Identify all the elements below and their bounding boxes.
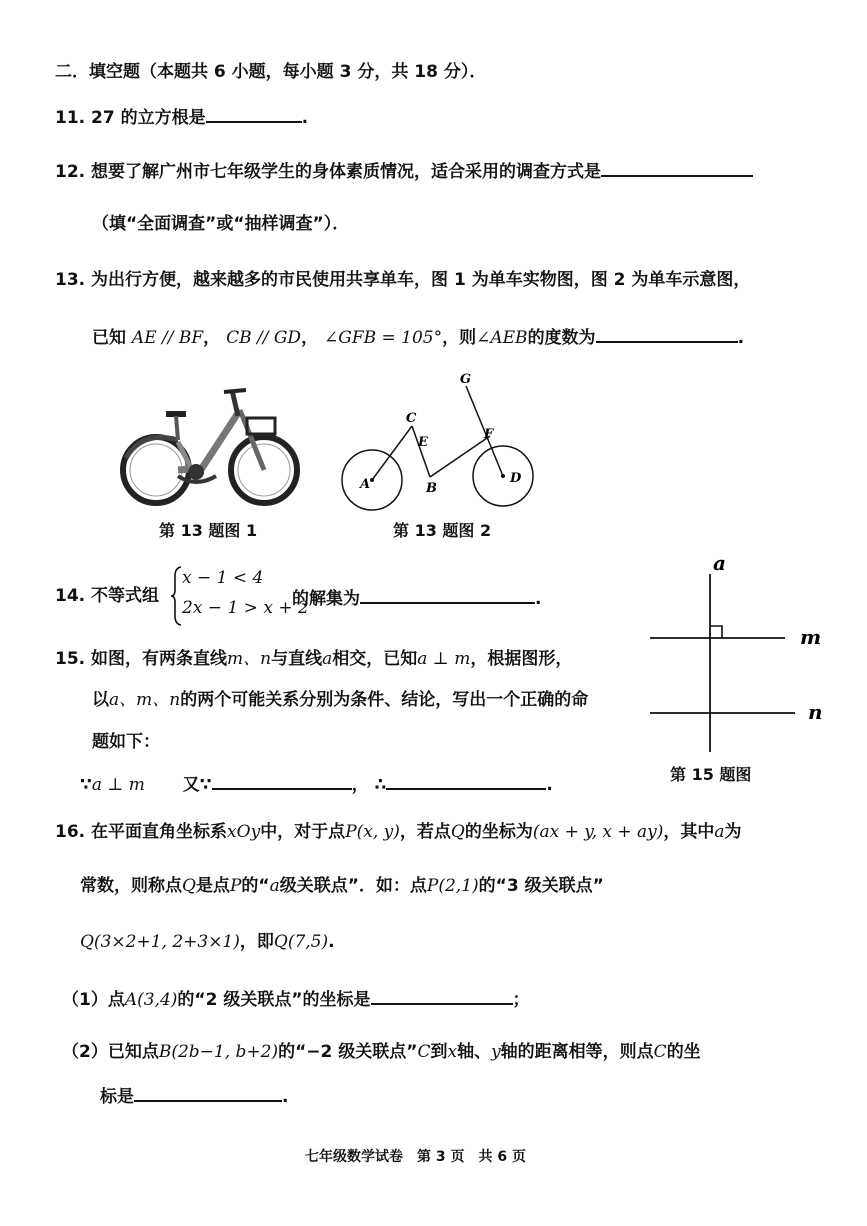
answer-blank-15-condition[interactable] xyxy=(212,770,352,790)
answer-blank-12[interactable] xyxy=(601,157,753,177)
label-line-m: m xyxy=(800,625,822,649)
answer-blank-14[interactable] xyxy=(360,584,535,604)
answer-blank-16-1[interactable] xyxy=(371,985,513,1005)
inequality-2: 2x − 1 > x + 2 xyxy=(182,598,309,618)
question-12-line2: （填“全面调查”或“抽样调查”）． xyxy=(92,214,350,234)
label-G: G xyxy=(460,372,472,387)
label-E: E xyxy=(418,435,428,450)
label-line-n: n xyxy=(808,700,823,724)
figure-13-2-caption: 第 13 题图 2 xyxy=(393,521,492,540)
question-number: 13. xyxy=(55,270,86,290)
figure-15-caption: 第 15 题图 xyxy=(670,765,752,784)
bicycle-figure xyxy=(112,380,312,510)
question-number: 12. xyxy=(55,162,86,182)
question-15-line3: 题如下： xyxy=(92,732,160,752)
bicycle-icon xyxy=(123,390,297,503)
question-16-sub2: （2）已知点B(2b−1, b+2)的“−2 级关联点”C到x轴、y轴的距离相等，则点C的坐 xyxy=(62,1042,701,1062)
page-footer: 七年级数学试卷 第 3 页 共 6 页 xyxy=(305,1149,526,1165)
answer-blank-13[interactable] xyxy=(596,323,738,343)
question-16-line3: Q(3×2+1, 2+3×1)，即Q(7,5). xyxy=(80,932,335,952)
label-A: A xyxy=(360,477,371,492)
section-title: 二．填空题（本题共 6 小题，每小题 3 分，共 18 分）． xyxy=(55,62,487,82)
question-number: 15. xyxy=(55,649,86,669)
answer-blank-15-conclusion[interactable] xyxy=(386,770,546,790)
label-C: C xyxy=(406,411,417,426)
question-number: 14. xyxy=(55,586,86,606)
question-16-line1: 16. 在平面直角坐标系xOy中，对于点P(x, y)，若点Q的坐标为(ax + y, x + ay)，其中a为 xyxy=(55,822,742,842)
question-13-line2: 已知 AE // BF， CB // GD， ∠GFB = 105°，则∠AEB的度数为 . xyxy=(92,323,744,350)
label-D: D xyxy=(510,471,522,486)
question-14-tail: 的解集为 . xyxy=(292,584,541,611)
question-number: 16. xyxy=(55,822,86,842)
answer-blank-16-2[interactable] xyxy=(134,1082,282,1102)
brace-icon xyxy=(170,566,182,626)
question-15-line2: 以a、m、n的两个可能关系分别为条件、结论，写出一个正确的命 xyxy=(92,690,589,710)
question-number: 11. xyxy=(55,108,86,128)
figure-13-1-caption: 第 13 题图 1 xyxy=(159,521,258,540)
answer-blank-11[interactable] xyxy=(206,103,302,123)
label-line-a: a xyxy=(713,551,726,575)
question-16-sub1: （1）点A(3,4)的“2 级关联点”的坐标是 ； xyxy=(62,985,530,1012)
bicycle-schematic xyxy=(340,370,540,520)
question-12-line1: 12. 想要了解广州市七年级学生的身体素质情况，适合采用的调查方式是 xyxy=(55,157,753,184)
question-15-answer-line: ∵a ⊥ m 又∵ ， ∴ . xyxy=(80,770,553,797)
question-11: 11. 27 的立方根是 . xyxy=(55,103,308,130)
inequality-1: x − 1 < 4 xyxy=(182,568,264,588)
question-15-line1: 15. 如图，有两条直线m、n与直线a相交，已知a ⊥ m，根据图形， xyxy=(55,649,573,669)
label-B: B xyxy=(426,481,437,496)
question-14-number: 14. 不等式组 xyxy=(55,586,160,606)
lines-figure xyxy=(645,552,835,762)
question-13-line1: 13. 为出行方便，越来越多的市民使用共享单车，图 1 为单车实物图，图 2 为单车示意图， xyxy=(55,270,751,290)
question-16-sub2-line2: 标是 . xyxy=(100,1082,288,1109)
question-16-line2: 常数，则称点Q是点P的“a级关联点”．如：点P(2,1)的“3 级关联点” xyxy=(80,876,604,896)
label-F: F xyxy=(484,427,494,442)
